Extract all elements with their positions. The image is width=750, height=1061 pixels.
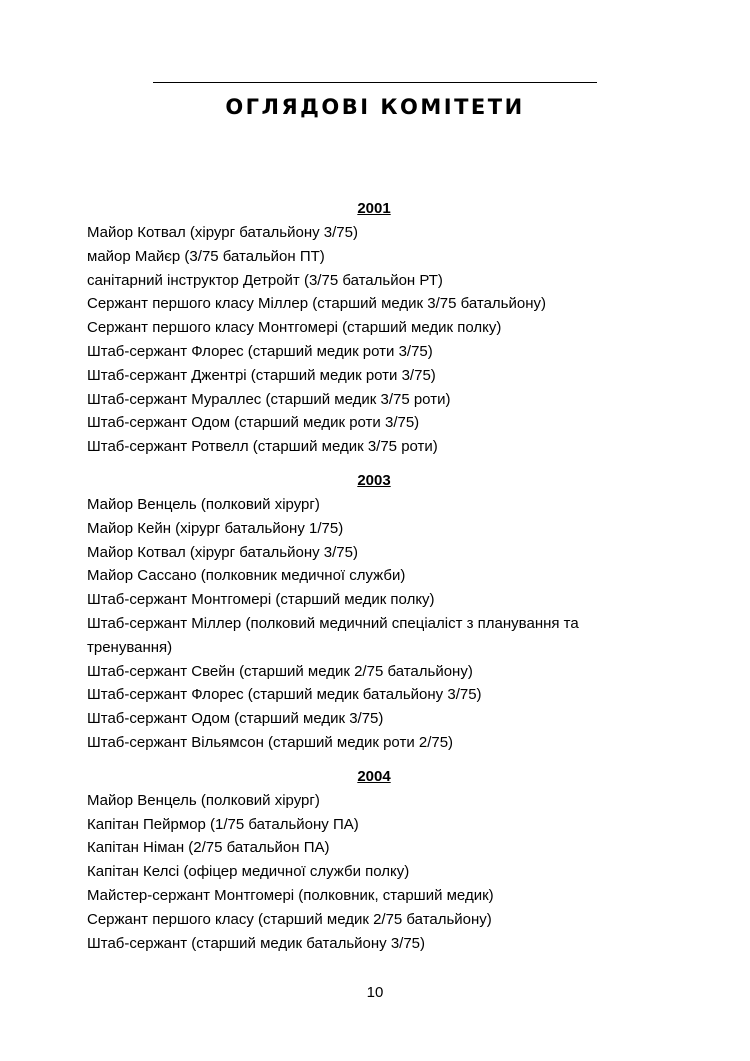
committee-list <box>87 197 667 965</box>
list-item: Майор Сассано (полковник медичної служби) <box>87 567 406 585</box>
list-item: Капітан Пейрмор (1/75 батальйону ПА) <box>87 815 359 833</box>
list-item: Майор Венцель (полковий хірург) <box>87 791 320 809</box>
list-item: Штаб-сержант Свейн (старший медик 2/75 батальйону) <box>87 662 473 680</box>
title-rule <box>153 82 597 83</box>
list-item: Майор Венцель (полковий хірург) <box>87 495 320 513</box>
list-item: Штаб-сержант Вільямсон (старший медик роти 2/75) <box>87 733 454 751</box>
list-item: Сержант першого класу Міллер (старший медик 3/75 батальйону) <box>87 295 546 313</box>
year-section-2004 <box>87 765 667 956</box>
list-item: Сержант першого класу Монтгомері (старший медик полку) <box>87 319 502 337</box>
list-item: Штаб-сержант Міллер (полковий медичний спеціаліст з планування та тренування) <box>87 614 579 656</box>
year-heading: 2004 <box>357 767 391 785</box>
list-item: Штаб-сержант Одом (старший медик роти 3/75) <box>87 414 420 432</box>
list-item: Майор Котвал (хірург батальйону 3/75) <box>87 224 358 241</box>
entry-list <box>87 789 667 956</box>
list-item: Штаб-сержант Монтгомері (старший медик полку) <box>87 591 435 609</box>
list-item: Штаб-сержант Флорес (старший медик батальйону 3/75) <box>87 686 482 704</box>
list-item: Капітан Келсі (офіцер медичної служби полку) <box>87 863 410 881</box>
list-item: Штаб-сержант Ротвелл (старший медик 3/75 роти) <box>87 438 438 456</box>
year-heading: 2003 <box>357 471 391 489</box>
list-item: Штаб-сержант (старший медик батальйону 3/75) <box>87 934 426 952</box>
page-number: 10 <box>366 984 384 1001</box>
list-item: Майстер-сержант Монтгомері (полковник, старший медик) <box>87 886 494 904</box>
list-item: Капітан Німан (2/75 батальйон ПА) <box>87 839 330 857</box>
list-item: Штаб-сержант Джентрі (старший медик роти 3/75) <box>87 366 436 384</box>
list-item: Штаб-сержант Одом (старший медик 3/75) <box>87 710 384 728</box>
list-item: санітарний інструктор Детройт (3/75 батальйон РТ) <box>87 271 443 289</box>
list-item: майор Майєр (3/75 батальйон ПТ) <box>87 247 325 265</box>
list-item: Майор Кейн (хірург батальйону 1/75) <box>87 519 344 537</box>
year-heading: 2001 <box>357 200 391 217</box>
page-title: ОГЛЯДОВІ КОМІТЕТИ <box>225 95 525 119</box>
entry-list <box>87 493 667 755</box>
list-item: Сержант першого класу (старший медик 2/75 батальйону) <box>87 910 492 928</box>
year-section-2003 <box>87 469 667 755</box>
entry-list <box>87 221 667 459</box>
list-item: Штаб-сержант Флорес (старший медик роти 3/75) <box>87 342 433 360</box>
year-section-2001 <box>87 197 667 459</box>
list-item: Штаб-сержант Мураллес (старший медик 3/75 роти) <box>87 390 451 408</box>
list-item: Майор Котвал (хірург батальйону 3/75) <box>87 543 358 561</box>
